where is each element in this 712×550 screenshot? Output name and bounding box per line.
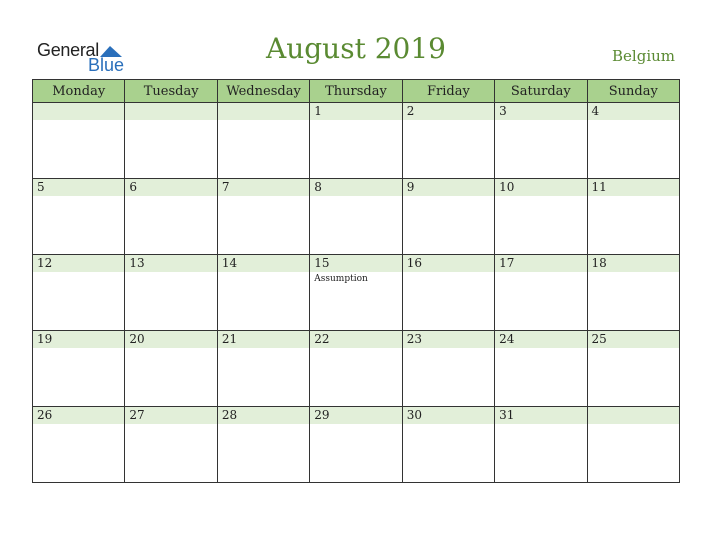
day-number: 1 (310, 103, 401, 120)
week-row (33, 179, 680, 255)
day-number: 22 (310, 331, 401, 348)
day-number: 23 (403, 331, 494, 348)
day-number: 29 (310, 407, 401, 424)
day-cell (217, 407, 309, 483)
day-number: 31 (495, 407, 586, 424)
day-number: 7 (218, 179, 309, 196)
weekday-header: Saturday (495, 80, 587, 103)
day-number: 15 (310, 255, 401, 272)
day-number: 12 (33, 255, 124, 272)
weekday-header: Sunday (587, 80, 679, 103)
day-number: 18 (588, 255, 679, 272)
day-number: 20 (125, 331, 216, 348)
day-number: 3 (495, 103, 586, 120)
day-cell (310, 103, 402, 179)
day-number: 27 (125, 407, 216, 424)
logo-text-general: General (37, 40, 99, 60)
day-cell (125, 407, 217, 483)
weekday-header: Wednesday (217, 80, 309, 103)
day-number: 10 (495, 179, 586, 196)
day-number: 8 (310, 179, 401, 196)
day-number (33, 103, 124, 120)
day-number: 17 (495, 255, 586, 272)
logo-text-blue: Blue (88, 55, 125, 75)
day-number: 26 (33, 407, 124, 424)
day-number: 25 (588, 331, 679, 348)
day-cell (125, 255, 217, 331)
day-cell (402, 255, 494, 331)
day-number: 13 (125, 255, 216, 272)
day-number: 30 (403, 407, 494, 424)
day-cell (217, 179, 309, 255)
day-number: 5 (33, 179, 124, 196)
day-cell (125, 179, 217, 255)
day-cell (310, 331, 402, 407)
day-number: 4 (588, 103, 679, 120)
weekday-header-row (33, 80, 680, 103)
day-cell (310, 179, 402, 255)
calendar-grid (32, 79, 680, 483)
day-cell (125, 103, 217, 179)
day-cell (587, 103, 679, 179)
day-number: 9 (403, 179, 494, 196)
calendar-title: August 2019 (266, 32, 446, 65)
day-cell (587, 179, 679, 255)
day-cell (402, 179, 494, 255)
day-number (125, 103, 216, 120)
day-cell (495, 103, 587, 179)
day-cell (125, 331, 217, 407)
day-number (588, 407, 679, 424)
week-row (33, 407, 680, 483)
weekday-header: Friday (402, 80, 494, 103)
day-number: 6 (125, 179, 216, 196)
week-row (33, 255, 680, 331)
day-cell (402, 331, 494, 407)
day-cell (33, 103, 125, 179)
day-cell (402, 103, 494, 179)
week-row (33, 103, 680, 179)
week-row (33, 331, 680, 407)
weekday-header: Thursday (310, 80, 402, 103)
day-cell (587, 255, 679, 331)
day-cell (587, 331, 679, 407)
day-cell (217, 103, 309, 179)
day-number: 19 (33, 331, 124, 348)
day-cell (495, 407, 587, 483)
day-cell (217, 255, 309, 331)
day-cell (33, 179, 125, 255)
day-cell (402, 407, 494, 483)
weekday-header: Monday (33, 80, 125, 103)
day-cell (495, 179, 587, 255)
day-number: 14 (218, 255, 309, 272)
weekday-header: Tuesday (125, 80, 217, 103)
day-number: 16 (403, 255, 494, 272)
day-number: 21 (218, 331, 309, 348)
day-cell (310, 407, 402, 483)
day-cell (310, 255, 402, 331)
holiday-label: Assumption (314, 274, 368, 284)
day-number (218, 103, 309, 120)
day-number: 11 (588, 179, 679, 196)
day-cell (587, 407, 679, 483)
day-cell (33, 407, 125, 483)
day-cell (217, 331, 309, 407)
day-number: 24 (495, 331, 586, 348)
day-number: 2 (403, 103, 494, 120)
day-cell (33, 331, 125, 407)
day-cell (495, 255, 587, 331)
day-number: 28 (218, 407, 309, 424)
day-cell (495, 331, 587, 407)
day-cell (33, 255, 125, 331)
country-label: Belgium (612, 47, 675, 65)
